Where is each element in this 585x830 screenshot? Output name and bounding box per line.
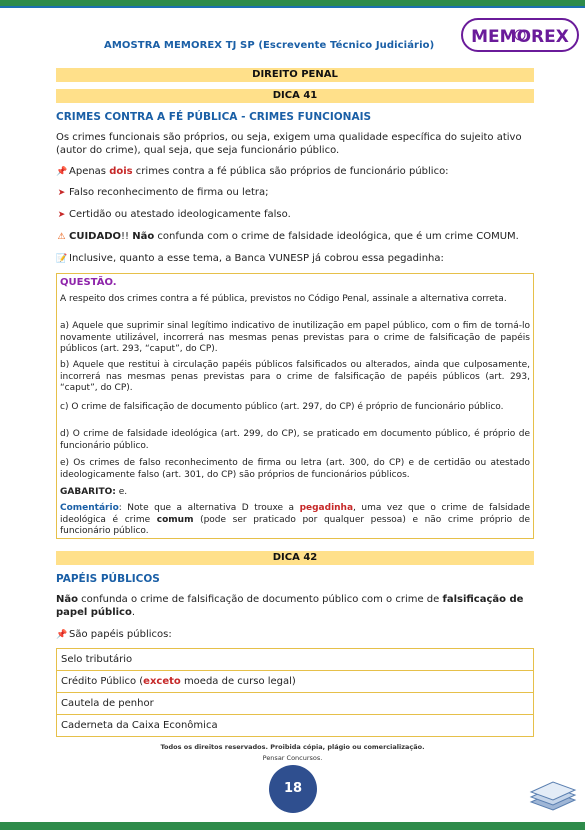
dica42-band: DICA 42: [56, 551, 534, 565]
arrow-right-icon: ➤: [57, 188, 66, 198]
section1-title: CRIMES CONTRA A FÉ PÚBLICA - CRIMES FUNCIONAIS: [56, 111, 372, 123]
cuidado-warning: ⚠ CUIDADO!! Não confunda com o crime de falsidade ideológica, que é um crime COMUM.: [57, 231, 519, 242]
section1-intro: Os crimes funcionais são próprios, ou seja, exigem uma qualidade específica do sujeito ativo (autor do crime), qual seja, que seja funcionário público.: [56, 132, 522, 156]
option-e: e) Os crimes de falso reconhecimento de firma ou letra (art. 300, do CP) e de certidão ou atestado ideologicamente falso (art. 301, do CP) são próprios de funcionários públicos.: [60, 458, 530, 480]
footer-rights: Todos os direitos reservados. Proibida cópia, plágio ou comercialização.: [160, 743, 425, 751]
page-number: 18: [269, 765, 317, 813]
option-c: c) O crime de falsificação de documento público (art. 297, do CP) é próprio de funcionário público.: [60, 402, 504, 412]
table-row: [57, 649, 534, 671]
table-cell: Crédito Público (exceto moeda de curso legal): [57, 671, 534, 693]
footer-brand: Pensar Concursos.: [262, 754, 323, 762]
papeis-list-intro: 📌 São papéis públicos:: [56, 629, 172, 640]
table-cell: Caderneta da Caixa Econômica: [57, 715, 534, 737]
table-cell: Selo tributário: [57, 649, 534, 671]
dica41-band: DICA 41: [56, 89, 534, 103]
pushpin-icon: 📌: [56, 167, 68, 177]
table-row: [57, 715, 534, 737]
table-row: [57, 693, 534, 715]
books-icon: [527, 780, 579, 814]
logo-text: MEMOREX: [471, 27, 569, 47]
table-row: [57, 671, 534, 693]
memorex-logo-icon: [461, 16, 579, 54]
papeis-table: [56, 648, 534, 737]
option-a: a) Aquele que suprimir sinal legítimo indicativo de inutilização em papel público, com o fim de torná-lo novamente utilizável, incorrerá nas mesmas penas previstas para o crime de falsificação de papéis públicos (art. 293, “caput”, do CP).: [60, 321, 530, 354]
gabarito: GABARITO: e.: [60, 487, 128, 497]
section2-title: PAPÉIS PÚBLICOS: [56, 573, 160, 585]
bullet-falso-reconhecimento: ➤ Falso reconhecimento de firma ou letra;: [57, 187, 269, 198]
table-cell: Cautela de penhor: [57, 693, 534, 715]
bullet-dois: 📌 Apenas dois crimes contra a fé pública são próprios de funcionário público:: [56, 166, 449, 177]
header-title: AMOSTRA MEMOREX TJ SP (Escrevente Técnico Judiciário): [104, 40, 435, 51]
warning-icon: ⚠: [57, 232, 66, 242]
comentario: Comentário: Note que a alternativa D trouxe a pegadinha, uma vez que o crime de falsidade ideológica é crime comum (pode ser praticado por qualquer pessoa) e não crime próprio de funcionário público.: [60, 503, 530, 536]
question-heading: QUESTÃO.: [60, 277, 117, 288]
question-stem: A respeito dos crimes contra a fé pública, previstos no Código Penal, assinale a alternativa correta.: [60, 294, 507, 304]
pushpin-icon: 📌: [56, 630, 68, 640]
bottom-green-bar: [0, 822, 585, 830]
option-b: b) Aquele que restitui à circulação papéis públicos falsificados ou alterados, ainda que culposamente, incorrerá nas mesmas penas previstas para o crime de falsificação de papéis públicos (art. 293, “caput”, do CP).: [60, 360, 530, 393]
memo-icon: 📝: [56, 254, 68, 264]
vunesp-note: 📝 Inclusive, quanto a esse tema, a Banca VUNESP já cobrou essa pegadinha:: [56, 253, 444, 264]
option-d: d) O crime de falsidade ideológica (art. 299, do CP), se praticado em documento público, é próprio de funcionário público.: [60, 429, 530, 451]
top-blue-line: [0, 6, 585, 8]
section2-paragraph: Não confunda o crime de falsificação de documento público com o crime de falsificação de papel público.: [56, 594, 524, 618]
subject-band: DIREITO PENAL: [56, 68, 534, 82]
bullet-certidao: ➤ Certidão ou atestado ideologicamente falso.: [57, 209, 291, 220]
arrow-right-icon: ➤: [57, 210, 66, 220]
